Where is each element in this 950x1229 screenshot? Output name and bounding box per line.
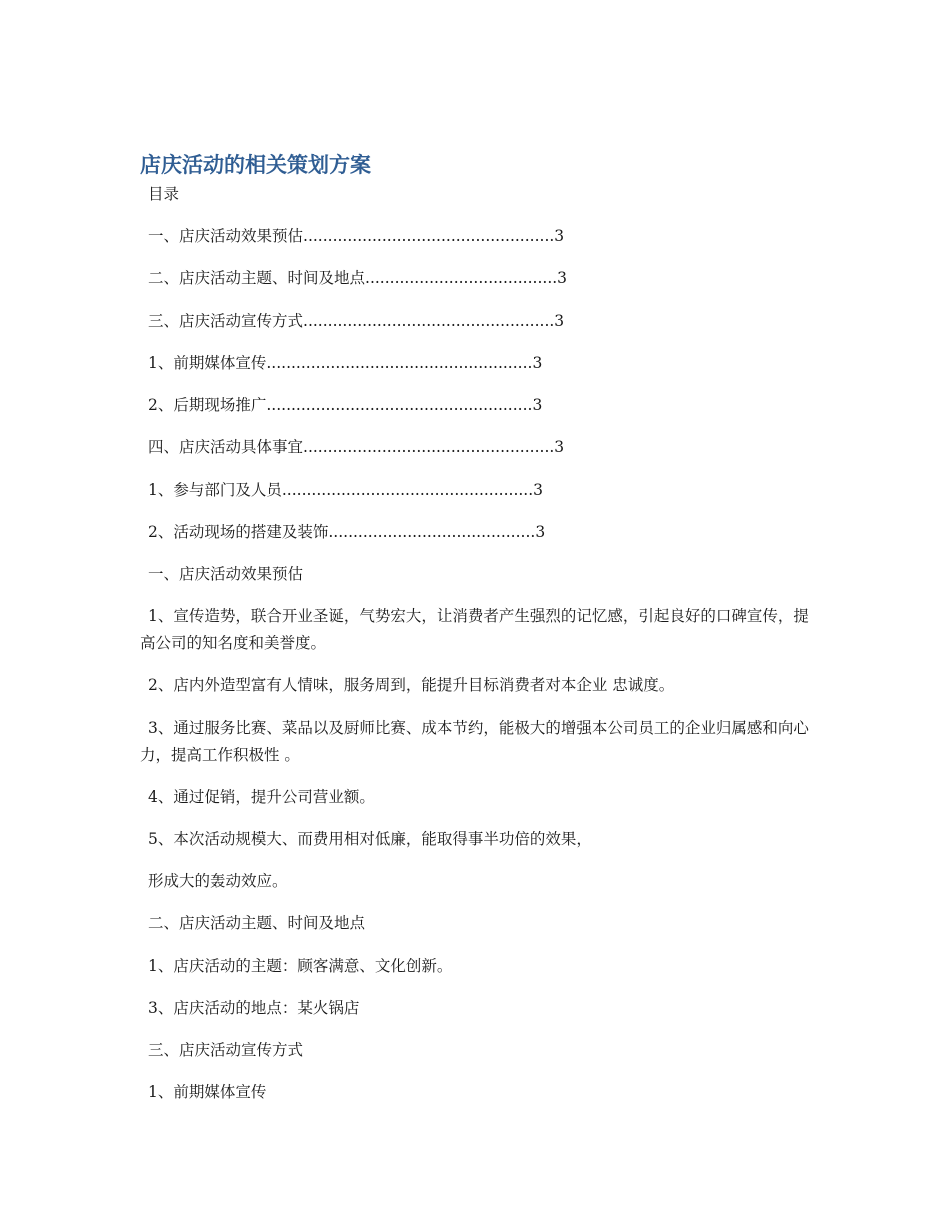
toc-leader-dots: ...................................................... <box>266 354 533 372</box>
toc-entry-page: 3 <box>554 227 565 245</box>
toc-leader-dots: ................................................... <box>303 227 555 245</box>
toc-entry-page: 3 <box>557 269 568 287</box>
section-heading: 二、店庆活动主题、时间及地点 <box>148 914 366 932</box>
toc-entry-page: 3 <box>532 396 543 414</box>
toc-entry-page: 3 <box>554 438 565 456</box>
toc-entry-page: 3 <box>532 354 543 372</box>
document-title: 店庆活动的相关策划方案 <box>140 153 371 177</box>
toc-heading: 目录 <box>148 185 180 203</box>
toc-entry <box>140 265 567 292</box>
toc-entry-page: 3 <box>533 481 544 499</box>
body-paragraph: 2、店内外造型富有人情味，服务周到，能提升目标消费者对本企业 忠诚度。 <box>148 676 675 694</box>
toc-entry <box>140 392 542 419</box>
toc-entry <box>140 350 542 377</box>
body-paragraph: 4、通过促销，提升公司营业额。 <box>148 788 375 806</box>
toc-entry <box>140 477 543 504</box>
toc-entry-label: 三、店庆活动宣传方式 <box>148 312 304 330</box>
toc-entry-page: 3 <box>554 312 565 330</box>
body-paragraph: 1、前期媒体宣传 <box>148 1083 267 1101</box>
toc-entry <box>140 308 564 335</box>
toc-entry-label: 1、参与部门及人员 <box>148 481 282 499</box>
toc-leader-dots: .......................................... <box>328 523 536 541</box>
toc-entry-page: 3 <box>535 523 546 541</box>
body-paragraph: 3、通过服务比赛、菜品以及厨师比赛、成本节约，能极大的增强本公司员工的企业归属感和向心力，提高工作积极性 。 <box>140 719 809 764</box>
toc-entry <box>140 223 564 250</box>
toc-leader-dots: ...................................................... <box>266 396 533 414</box>
body-paragraph: 1、店庆活动的主题：顾客满意、文化创新。 <box>148 957 453 975</box>
body-paragraph: 形成大的轰动效应。 <box>148 872 288 890</box>
section-heading: 一、店庆活动效果预估 <box>148 565 304 583</box>
toc-leader-dots: ....................................... <box>365 269 558 287</box>
toc-leader-dots: ................................................... <box>303 312 555 330</box>
toc-entry-label: 2、后期现场推广 <box>148 396 267 414</box>
body-paragraph: 1、宣传造势，联合开业圣诞，气势宏大，让消费者产生强烈的记忆感，引起良好的口碑宣传，提高公司的知名度和美誉度。 <box>140 607 809 652</box>
toc-entry-label: 一、店庆活动效果预估 <box>148 227 304 245</box>
body-paragraph: 3、店庆活动的地点：某火锅店 <box>148 999 360 1017</box>
toc-leader-dots: ................................................... <box>303 438 555 456</box>
toc-entry <box>140 519 545 546</box>
toc-entry-label: 四、店庆活动具体事宜 <box>148 438 304 456</box>
toc-leader-dots: ................................................... <box>281 481 534 499</box>
section-heading: 三、店庆活动宣传方式 <box>148 1041 304 1059</box>
toc-entry-label: 2、活动现场的搭建及装饰 <box>148 523 329 541</box>
toc-entry-label: 二、店庆活动主题、时间及地点 <box>148 269 366 287</box>
toc-entry-label: 1、前期媒体宣传 <box>148 354 267 372</box>
toc-entry <box>140 434 564 461</box>
body-paragraph: 5、本次活动规模大、而费用相对低廉，能取得事半功倍的效果， <box>148 830 592 848</box>
